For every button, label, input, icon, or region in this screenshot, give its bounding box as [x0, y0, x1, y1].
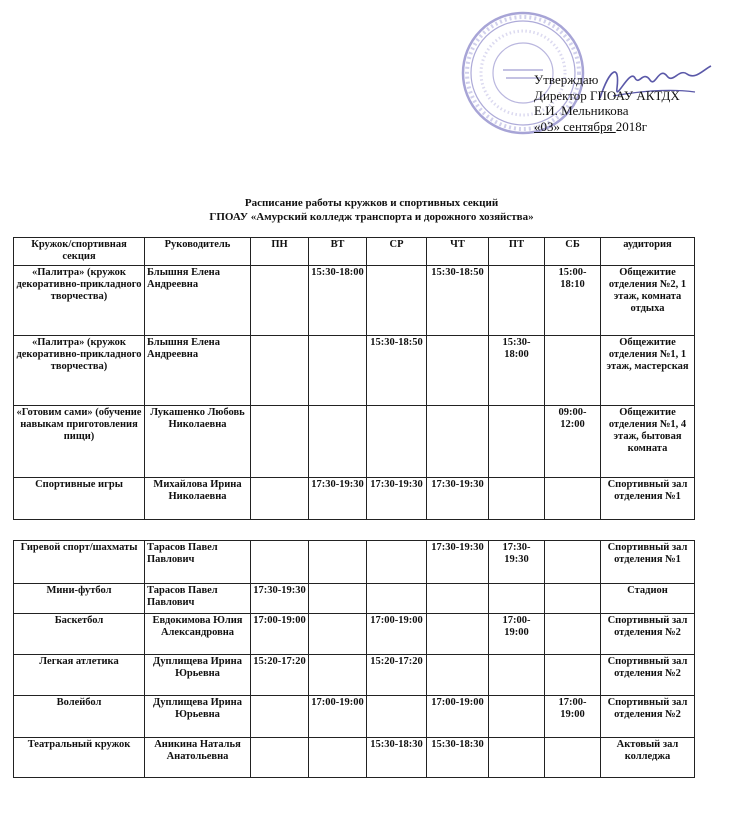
leader-cell: Дуплищева Ирина Юрьевна: [145, 655, 251, 696]
tue-cell: [309, 584, 367, 614]
club-cell: «Готовим сами» (обучение навыкам приготовления пищи): [14, 406, 145, 478]
header-sat: СБ: [545, 238, 601, 266]
table-row: [14, 336, 695, 406]
leader-cell: Аникина Наталья Анатольевна: [145, 738, 251, 778]
wed-cell: [367, 541, 427, 584]
sat-cell: [545, 614, 601, 655]
leader-cell: Михайлова Ирина Николаевна: [145, 478, 251, 520]
room-cell: Актовый зал колледжа: [601, 738, 695, 778]
tue-cell: 17:00-19:00: [309, 696, 367, 738]
fri-cell: [489, 406, 545, 478]
wed-cell: [367, 584, 427, 614]
sat-cell: [545, 336, 601, 406]
header-room: аудитория: [601, 238, 695, 266]
room-cell: Спортивный зал отделения №1: [601, 478, 695, 520]
room-cell: Спортивный зал отделения №2: [601, 655, 695, 696]
thu-cell: [427, 655, 489, 696]
fri-cell: 17:00-19:00: [489, 614, 545, 655]
thu-cell: [427, 614, 489, 655]
sat-cell: 15:00-18:10: [545, 266, 601, 336]
thu-cell: 15:30-18:50: [427, 266, 489, 336]
room-cell: Спортивный зал отделения №1: [601, 541, 695, 584]
fri-cell: [489, 696, 545, 738]
club-cell: Баскетбол: [14, 614, 145, 655]
mon-cell: [251, 266, 309, 336]
club-cell: Мини-футбол: [14, 584, 145, 614]
leader-cell: Тарасов Павел Павлович: [145, 584, 251, 614]
sat-cell: [545, 478, 601, 520]
room-cell: Общежитие отделения №1, 1 этаж, мастерская: [601, 336, 695, 406]
sat-cell: [545, 655, 601, 696]
wed-cell: 15:30-18:50: [367, 336, 427, 406]
wed-cell: [367, 696, 427, 738]
leader-cell: Блышня Елена Андреевна: [145, 266, 251, 336]
table-row: [14, 655, 695, 696]
leader-cell: Блышня Елена Андреевна: [145, 336, 251, 406]
wed-cell: 17:30-19:30: [367, 478, 427, 520]
fri-cell: 17:30-19:30: [489, 541, 545, 584]
fri-cell: [489, 266, 545, 336]
leader-cell: Тарасов Павел Павлович: [145, 541, 251, 584]
title-line-1: Расписание работы кружков и спортивных секций: [244, 197, 499, 209]
mon-cell: [251, 696, 309, 738]
table-row: [14, 266, 695, 336]
tue-cell: [309, 655, 367, 696]
club-cell: Волейбол: [14, 696, 145, 738]
table-row: [14, 738, 695, 778]
tue-cell: 15:30-18:00: [309, 266, 367, 336]
leader-cell: Лукашенко Любовь Николаевна: [145, 406, 251, 478]
thu-cell: 17:30-19:30: [427, 478, 489, 520]
approval-date-day: «03» сентября: [534, 118, 616, 134]
header-row: [14, 238, 695, 266]
approval-date-year: 2018г: [615, 118, 648, 134]
room-cell: Спортивный зал отделения №2: [601, 614, 695, 655]
thu-cell: [427, 336, 489, 406]
wed-cell: 15:20-17:20: [367, 655, 427, 696]
header-wed: СР: [367, 238, 427, 266]
header-fri: ПТ: [489, 238, 545, 266]
fri-cell: [489, 584, 545, 614]
mon-cell: 17:30-19:30: [251, 584, 309, 614]
table-row: [14, 614, 695, 655]
club-cell: Театральный кружок: [14, 738, 145, 778]
thu-cell: 15:30-18:30: [427, 738, 489, 778]
thu-cell: 17:30-19:30: [427, 541, 489, 584]
fri-cell: [489, 655, 545, 696]
room-cell: Стадион: [601, 584, 695, 614]
sat-cell: [545, 738, 601, 778]
header-mon: ПН: [251, 238, 309, 266]
mon-cell: [251, 336, 309, 406]
fri-cell: [489, 738, 545, 778]
fri-cell: [489, 478, 545, 520]
club-cell: Легкая атлетика: [14, 655, 145, 696]
tue-cell: [309, 614, 367, 655]
approval-line-1: Утверждаю: [534, 72, 599, 87]
tue-cell: [309, 738, 367, 778]
sat-cell: [545, 584, 601, 614]
header-leader: Руководитель: [145, 238, 251, 266]
header-club: Кружок/спортивная секция: [14, 238, 145, 266]
schedule-table-part-2: [13, 540, 695, 778]
mon-cell: [251, 541, 309, 584]
document-title: [0, 197, 743, 224]
header-tue: ВТ: [309, 238, 367, 266]
mon-cell: [251, 738, 309, 778]
thu-cell: 17:00-19:00: [427, 696, 489, 738]
mon-cell: [251, 478, 309, 520]
room-cell: Общежитие отделения №1, 4 этаж, бытовая комната: [601, 406, 695, 478]
mon-cell: 17:00-19:00: [251, 614, 309, 655]
mon-cell: 15:20-17:20: [251, 655, 309, 696]
approval-line-3: Е.И. Мельникова: [534, 103, 629, 118]
wed-cell: [367, 406, 427, 478]
mon-cell: [251, 406, 309, 478]
tue-cell: [309, 541, 367, 584]
club-cell: Спортивные игры: [14, 478, 145, 520]
thu-cell: [427, 584, 489, 614]
room-cell: Общежитие отделения №2, 1 этаж, комната отдыха: [601, 266, 695, 336]
table-row: [14, 478, 695, 520]
table-row: [14, 584, 695, 614]
thu-cell: [427, 406, 489, 478]
sat-cell: 17:00-19:00: [545, 696, 601, 738]
header-thu: ЧТ: [427, 238, 489, 266]
table-row: [14, 696, 695, 738]
tue-cell: [309, 406, 367, 478]
title-line-2: ГПОАУ «Амурский колледж транспорта и дорожного хозяйства»: [209, 210, 534, 223]
wed-cell: [367, 266, 427, 336]
approval-date: [534, 119, 680, 135]
approval-block: [534, 72, 680, 134]
leader-cell: Евдокимова Юлия Александровна: [145, 614, 251, 655]
fri-cell: 15:30-18:00: [489, 336, 545, 406]
sat-cell: 09:00-12:00: [545, 406, 601, 478]
club-cell: Гиревой спорт/шахматы: [14, 541, 145, 584]
approval-line-2: Директор ГПОАУ АКТДХ: [534, 87, 680, 103]
table-row: [14, 541, 695, 584]
club-cell: «Палитра» (кружок декоративно-прикладного творчества): [14, 266, 145, 336]
room-cell: Спортивный зал отделения №2: [601, 696, 695, 738]
club-cell: «Палитра» (кружок декоративно-прикладного творчества): [14, 336, 145, 406]
wed-cell: 15:30-18:30: [367, 738, 427, 778]
schedule-table-part-1: [13, 237, 695, 520]
leader-cell: Дуплищева Ирина Юрьевна: [145, 696, 251, 738]
table-row: [14, 406, 695, 478]
tue-cell: [309, 336, 367, 406]
tue-cell: 17:30-19:30: [309, 478, 367, 520]
wed-cell: 17:00-19:00: [367, 614, 427, 655]
sat-cell: [545, 541, 601, 584]
